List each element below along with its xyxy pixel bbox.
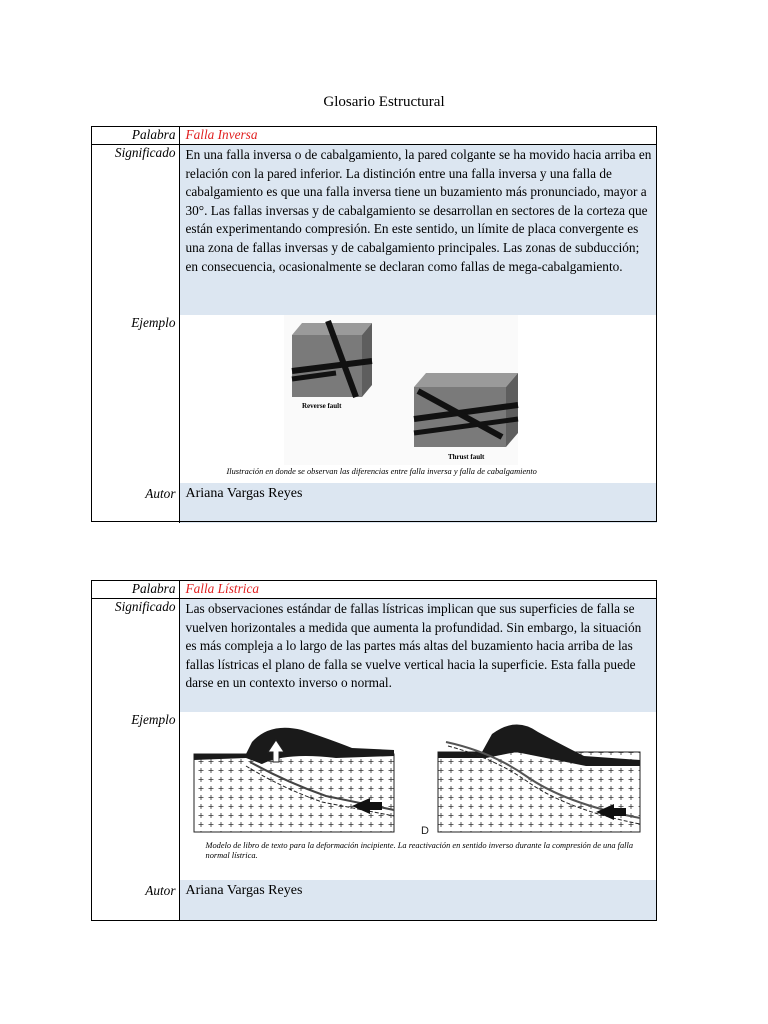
document-title: Glosario Estructural <box>323 94 445 110</box>
figure-caption: Modelo de libro de texto para la deformación incipiente. La reactivación en sentido inverso durante la compresión de una falla normal lístrica. <box>205 840 634 860</box>
thrust-fault-label: Thrust fault <box>447 452 484 461</box>
word-label: Palabra <box>91 126 179 145</box>
glossary-entry-1 <box>91 126 657 523</box>
author-label: Autor <box>91 880 179 920</box>
entry-author: Ariana Vargas Reyes <box>179 880 657 920</box>
entry-word: Falla Lístrica <box>179 580 657 599</box>
word-label: Palabra <box>91 580 179 599</box>
entry-meaning: Las observaciones estándar de fallas lístricas implican que sus superficies de falla se vuelven horizontales a medida que aumenta la profundidad. Sin embargo, la situación es más compleja a lo largo de las partes más altas del buzamiento hacia arriba de las fallas lístricas el plano de falla se vuelve vertical hacia la superficie. Esta falla puede darse en un contexto inverso o normal. <box>179 599 657 712</box>
word-row <box>91 580 657 599</box>
author-label: Autor <box>91 483 179 523</box>
fault-figure <box>186 315 654 483</box>
meaning-label: Significado <box>91 599 179 712</box>
author-row <box>91 483 657 523</box>
author-row <box>91 880 657 920</box>
listric-figure <box>186 712 654 880</box>
example-label: Ejemplo <box>91 712 179 880</box>
example-label: Ejemplo <box>91 315 179 483</box>
panel-d-label: D <box>420 824 429 837</box>
example-cell <box>179 315 657 483</box>
meaning-row <box>91 599 657 712</box>
reverse-thrust-fault-illustration <box>186 315 658 483</box>
entry-meaning: En una falla inversa o de cabalgamiento, la pared colgante se ha movido hacia arriba en relación con la pared inferior. La distinción entre una falla inversa y una falla de cabalgamiento es que una falla inversa tiene un buzamiento más pronunciado, mayor a 30°. Las fallas inversas y de cabalgamiento se desarrollan en sectores de la corteza que están experimentando compresión. En este sentido, un límite de placa convergente es una zona de fallas inversas y de cabalgamiento principales. Las zonas de subducción; en consecuencia, ocasionalmente se declaran como fallas de mega-cabalgamiento. <box>179 145 657 315</box>
entry-word: Falla Inversa <box>179 126 657 145</box>
figure-caption: Ilustración en donde se observan las diferencias entre falla inversa y falla de cabalgamiento <box>226 466 537 476</box>
reverse-fault-label: Reverse fault <box>301 401 341 410</box>
glossary-entry-2 <box>91 580 657 920</box>
example-cell <box>179 712 657 880</box>
meaning-label: Significado <box>91 145 179 315</box>
word-row <box>91 126 657 145</box>
example-row <box>91 712 657 880</box>
meaning-row <box>91 145 657 315</box>
entry-author: Ariana Vargas Reyes <box>179 483 657 523</box>
example-row <box>91 315 657 483</box>
